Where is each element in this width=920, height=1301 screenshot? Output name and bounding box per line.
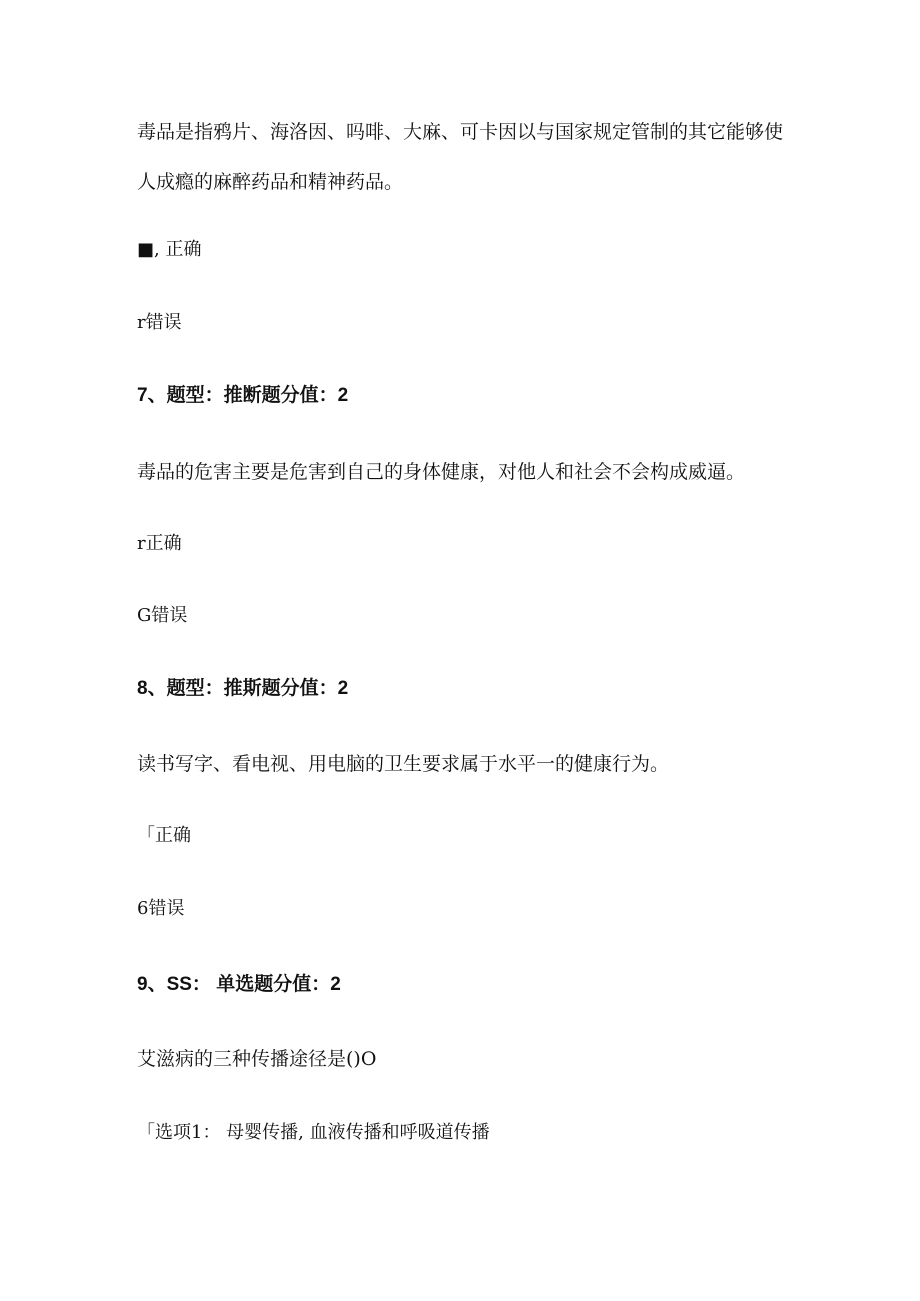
question-7-option-wrong: G错误: [137, 605, 188, 626]
question-7-heading: 7、题型：推断题分值：2: [137, 385, 349, 406]
question-6-option-correct: ■, 正确: [137, 239, 202, 260]
question-8-heading: 8、题型：推斯题分值：2: [137, 678, 349, 699]
question-8-option-correct: 「正确: [137, 825, 191, 846]
question-6-text-line-1: 毒品是指鸦片、海洛因、吗啡、大麻、可卡因以与国家规定管制的其它能够使: [137, 121, 784, 143]
question-6-text-line-2: 人成瘾的麻醉药品和精神药品。: [137, 171, 404, 193]
question-7-option-correct: r正确: [137, 533, 182, 554]
question-8-option-wrong: 6错误: [137, 898, 185, 919]
question-9-heading: 9、SS： 单选题分值：2: [137, 974, 341, 995]
question-7-text: 毒品的危害主要是危害到自己的身体健康，对他人和社会不会构成威逼。: [137, 461, 746, 483]
question-9-text: 艾滋病的三种传播途径是()O: [137, 1048, 377, 1070]
question-6-option-wrong: r错误: [137, 312, 182, 333]
question-9-option-1: 「选项1： 母婴传播, 血液传播和呼吸道传播: [137, 1122, 490, 1143]
question-8-text: 读书写字、看电视、用电脑的卫生要求属于水平一的健康行为。: [137, 753, 670, 775]
